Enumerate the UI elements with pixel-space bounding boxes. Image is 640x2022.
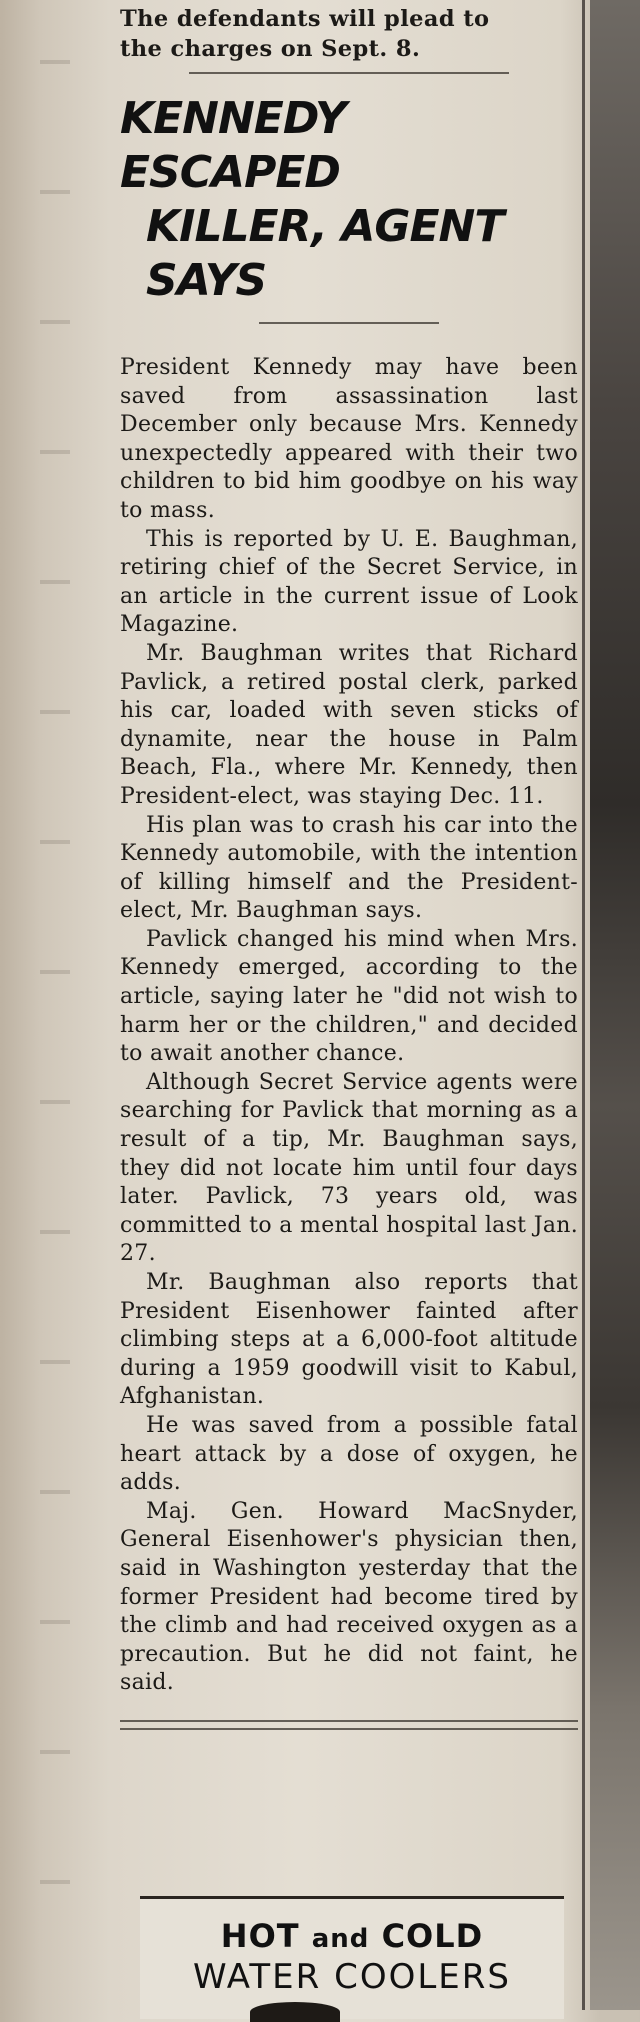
ad-word-and: and (311, 1924, 370, 1954)
end-rule-1 (120, 1720, 578, 1722)
ad-logo-icon (250, 2002, 340, 2022)
ad-headline (140, 1917, 564, 1955)
paragraph-5: Pavlick changed his mind when Mrs. Kennedy emerged, according to the article, saying later he "did not wish to harm her or the children," and decided to await another chance. (120, 926, 578, 1067)
lead-line-1: The defendants will plead to (120, 6, 490, 32)
headline-line-1: KENNEDY ESCAPED (120, 93, 346, 198)
headline (120, 92, 578, 308)
paragraph-4: His plan was to crash his car into the Kennedy automobile, with the intention of killing himself and the President-elect, Mr. Baughman says. (120, 812, 578, 924)
paragraph-2: This is reported by U. E. Baughman, retiring chief of the Secret Service, in an article in the current issue of Look Magazine. (120, 526, 578, 638)
news-article (120, 0, 578, 1736)
headline-line-2: KILLER, AGENT SAYS (146, 201, 504, 306)
paragraph-3: Mr. Baughman writes that Richard Pavlick, a retired postal clerk, parked his car, loaded with seven sticks of dynamite, near the house in Palm Beach, Fla., where Mr. Kennedy, then President-elect, was staying Dec. 11. (120, 640, 578, 809)
column-rule (582, 0, 585, 2010)
paragraph-1: President Kennedy may have been saved from assassination last December only because Mrs. Kennedy unexpectedly appeared with their two children to bid him goodbye on his way to mass. (120, 355, 578, 523)
headline-separator (259, 322, 439, 324)
paragraph-8: He was saved from a possible fatal heart attack by a dose of oxygen, he adds. (120, 1412, 578, 1496)
ad-subline: WATER COOLERS (193, 1957, 511, 1997)
end-rule-2 (120, 1728, 578, 1730)
story-separator (189, 72, 509, 74)
article-body (120, 354, 578, 1698)
water-cooler-advertisement (140, 1896, 564, 2019)
previous-story-ending (120, 4, 578, 64)
ad-word-hot: HOT (220, 1917, 300, 1955)
lead-line-2: the charges on Sept. 8. (120, 36, 421, 62)
adjacent-photo-strip (590, 0, 640, 2010)
page-margin-marks (40, 0, 70, 2010)
paragraph-7: Mr. Baughman also reports that President Eisenhower fainted after climbing steps at a 6,000-foot altitude during a 1959 goodwill visit to Kabul, Afghanistan. (120, 1270, 578, 1410)
paragraph-9: Maj. Gen. Howard MacSnyder, General Eisenhower's physician then, said in Washington yesterday that the former President had become tired by the climb and had received oxygen as a precaution. But he did not faint, he said. (120, 1498, 578, 1696)
paragraph-6: Although Secret Service agents were searching for Pavlick that morning as a result of a tip, Mr. Baughman says, they did not locate him until four days later. Pavlick, 73 years old, was committed to a mental hospital last Jan. 27. (120, 1069, 578, 1267)
ad-word-cold: COLD (381, 1917, 484, 1955)
article-end-rules (120, 1720, 578, 1730)
